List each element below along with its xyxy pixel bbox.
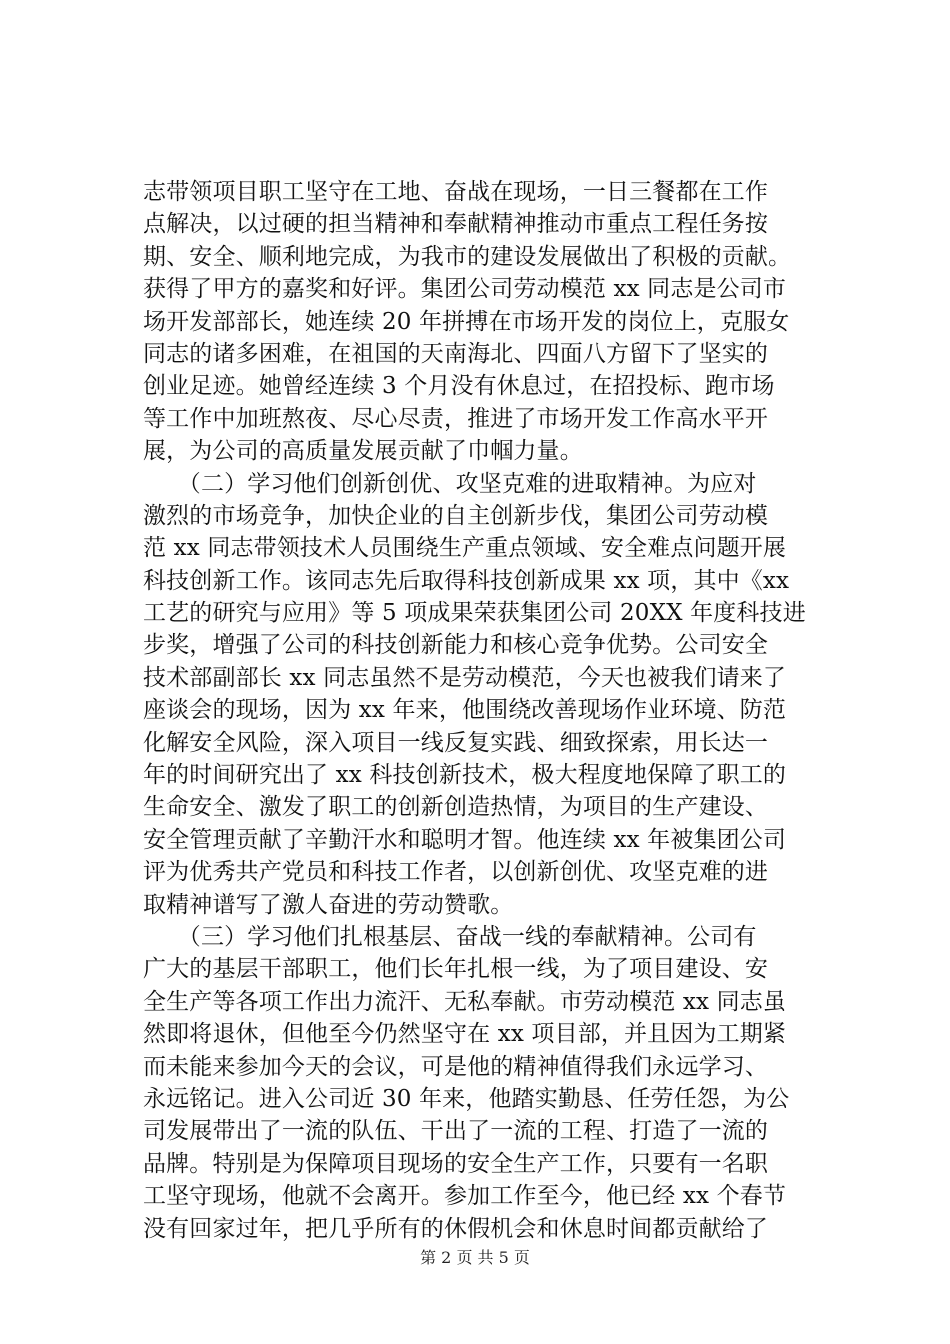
text-line: 永远铭记。进入公司近 30 年来，他踏实勤恳、任劳任怨，为公 xyxy=(143,1085,790,1112)
text-line: 期、安全、顺利地完成，为我市的建设发展做出了积极的贡献。 xyxy=(143,243,792,270)
text-line: 然即将退休，但他至今仍然坚守在 xx 项目部，并且因为工期紧 xyxy=(143,1021,787,1048)
text-line: 品牌。特别是为保障项目现场的安全生产工作，只要有一名职 xyxy=(143,1150,769,1177)
text-line: 评为优秀共产党员和科技工作者，以创新创优、攻坚克难的进 xyxy=(143,859,769,886)
text-line: 全生产等各项工作出力流汗、无私奉献。市劳动模范 xx 同志虽 xyxy=(143,988,787,1015)
text-line: 范 xx 同志带领技术人员围绕生产重点领域、安全难点问题开展 xyxy=(143,535,787,562)
text-line: 场开发部部长，她连续 20 年拼搏在市场开发的岗位上，克服女 xyxy=(143,308,790,335)
text-line: 获得了甲方的嘉奖和好评。集团公司劳动模范 xx 同志是公司市 xyxy=(143,276,787,303)
text-line: 同志的诸多困难，在祖国的天南海北、四面八方留下了坚实的 xyxy=(143,340,769,367)
text-line: 而未能来参加今天的会议，可是他的精神值得我们永远学习、 xyxy=(143,1053,769,1080)
text-line: 创业足迹。她曾经连续 3 个月没有休息过，在招投标、跑市场 xyxy=(143,373,775,400)
paragraph xyxy=(143,468,843,921)
text-line: 年的时间研究出了 xx 科技创新技术，极大程度地保障了职工的 xyxy=(143,762,787,789)
text-line: 展，为公司的高质量发展贡献了巾帼力量。 xyxy=(143,438,583,465)
text-line: 点解决，以过硬的担当精神和奉献精神推动市重点工程任务按 xyxy=(143,211,769,238)
text-line: 激烈的市场竞争，加快企业的自主创新步伐，集团公司劳动模 xyxy=(143,502,769,529)
text-line: 步奖，增强了公司的科技创新能力和核心竞争优势。公司安全 xyxy=(143,632,769,659)
text-line: 志带领项目职工坚守在工地、奋战在现场，一日三餐都在工作 xyxy=(143,179,769,205)
text-line: 广大的基层干部职工，他们长年扎根一线，为了项目建设、安 xyxy=(143,956,769,983)
text-line: 取精神谱写了激人奋进的劳动赞歌。 xyxy=(143,891,514,918)
text-line: （二）学习他们创新创优、攻坚克难的进取精神。为应对 xyxy=(143,470,757,497)
text-line: 司发展带出了一流的队伍、干出了一流的工程、打造了一流的 xyxy=(143,1118,769,1145)
text-line: 化解安全风险，深入项目一线反复实践、细致探索，用长达一 xyxy=(143,729,769,756)
paragraph xyxy=(143,921,843,1245)
text-line: （三）学习他们扎根基层、奋战一线的奉献精神。公司有 xyxy=(143,923,757,950)
text-line: 工艺的研究与应用》等 5 项成果荣获集团公司 20XX 年度科技进 xyxy=(143,600,806,627)
body-text xyxy=(143,176,843,1245)
text-line: 座谈会的现场，因为 xx 年来，他围绕改善现场作业环境、防范 xyxy=(143,697,787,724)
text-line: 安全管理贡献了辛勤汗水和聪明才智。他连续 xx 年被集团公司 xyxy=(143,826,787,853)
text-line: 技术部副部长 xx 同志虽然不是劳动模范，今天也被我们请来了 xyxy=(143,664,787,691)
text-line: 等工作中加班熬夜、尽心尽责，推进了市场开发工作高水平开 xyxy=(143,405,769,432)
text-line: 生命安全、激发了职工的创新创造热情，为项目的生产建设、 xyxy=(143,794,769,821)
paragraph xyxy=(143,176,843,468)
text-line: 科技创新工作。该同志先后取得科技创新成果 xx 项，其中《xx xyxy=(143,567,790,594)
page-footer: 第 2 页 共 5 页 xyxy=(420,1248,530,1267)
text-line: 没有回家过年，把几乎所有的休假机会和休息时间都贡献给了 xyxy=(143,1215,769,1242)
text-line: 工坚守现场，他就不会离开。参加工作至今，他已经 xx 个春节 xyxy=(143,1183,787,1210)
